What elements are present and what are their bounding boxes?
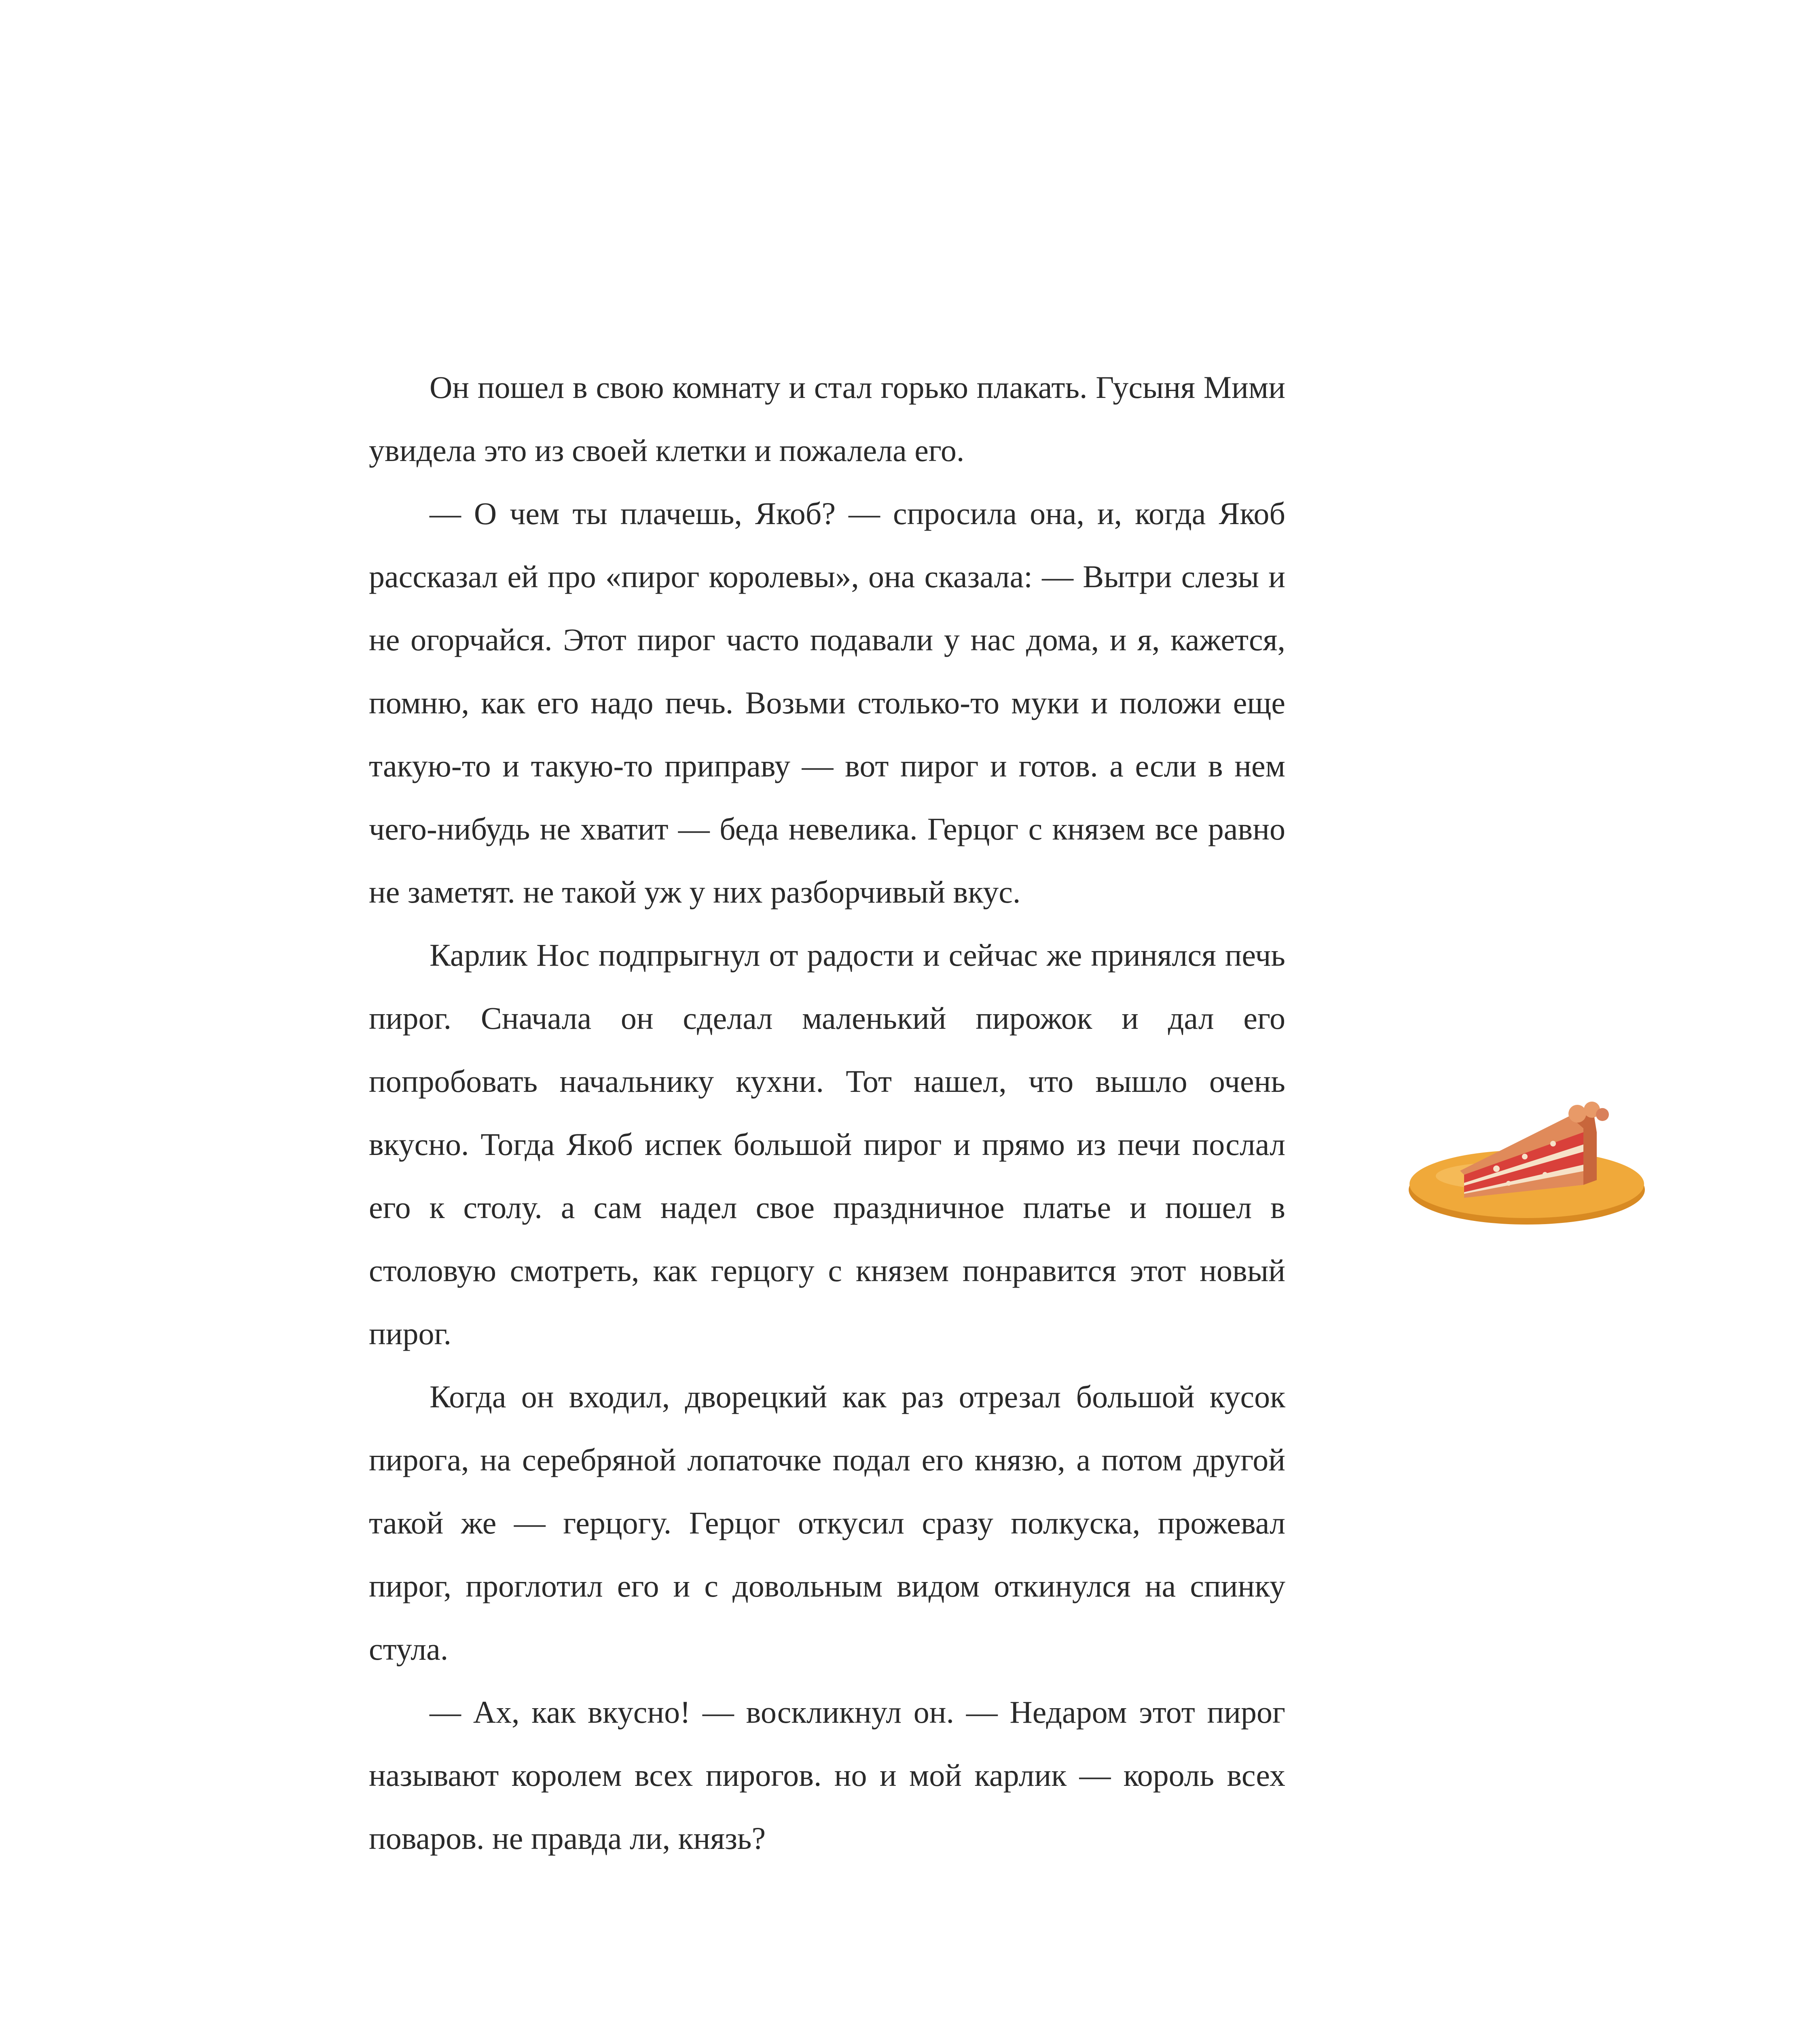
crust-bump	[1596, 1108, 1609, 1121]
berry-dot	[1493, 1165, 1500, 1172]
paragraph-2: — О чем ты плачешь, Якоб? — спросила она, и, когда Якоб рассказал ей про «пирог королевы», она сказала: — Вытри слезы и не огорчайся. Этот пирог часто подавали у нас дома, и я, кажется, помню, как его надо печь. Возьми столько-то муки и положи еще такую-то и такую-то приправу — вот пирог и готов. а если в нем чего-нибудь не хватит — беда невелика. Герцог с князем все равно не заметят. не такой уж у них разборчивый вкус.	[369, 496, 1285, 909]
paragraph-3: Карлик Нос подпрыгнул от радости и сейчас же принялся печь пирог. Сначала он сделал маленький пирожок и дал его попробовать начальнику кухни. Тот нашел, что вышло очень вкусно. Тогда Якоб испек большой пирог и прямо из печи послал его к столу. а сам надел свое праздничное платье и пошел в столовую смотреть, как герцогу с князем понравится этот новый пирог.	[369, 937, 1285, 1351]
pie-slice-on-plate-icon	[1403, 1084, 1650, 1229]
berry-dot	[1522, 1154, 1528, 1159]
paragraph-1: Он пошел в свою комнату и стал горько плакать. Гусыня Мими увидела это из своей клетки и пожалела его.	[369, 370, 1285, 468]
berry-dot	[1506, 1181, 1511, 1186]
berry-dot	[1550, 1141, 1556, 1146]
paragraph-5: — Ах, как вкусно! — воскликнул он. — Недаром этот пирог называют королем всех пирогов. но и мой карлик — король всех поваров. не правда ли, князь?	[369, 1694, 1285, 1856]
text-column	[369, 356, 1285, 1870]
berry-dot	[1543, 1172, 1547, 1177]
paragraph-4: Когда он входил, дворецкий как раз отрезал большой кусок пирога, на серебряной лопаточке подал его князю, а потом другой такой же — герцогу. Герцог откусил сразу полкуска, прожевал пирог, проглотил его и с довольным видом откинулся на спинку стула.	[369, 1379, 1285, 1667]
crust-bump	[1568, 1105, 1586, 1123]
